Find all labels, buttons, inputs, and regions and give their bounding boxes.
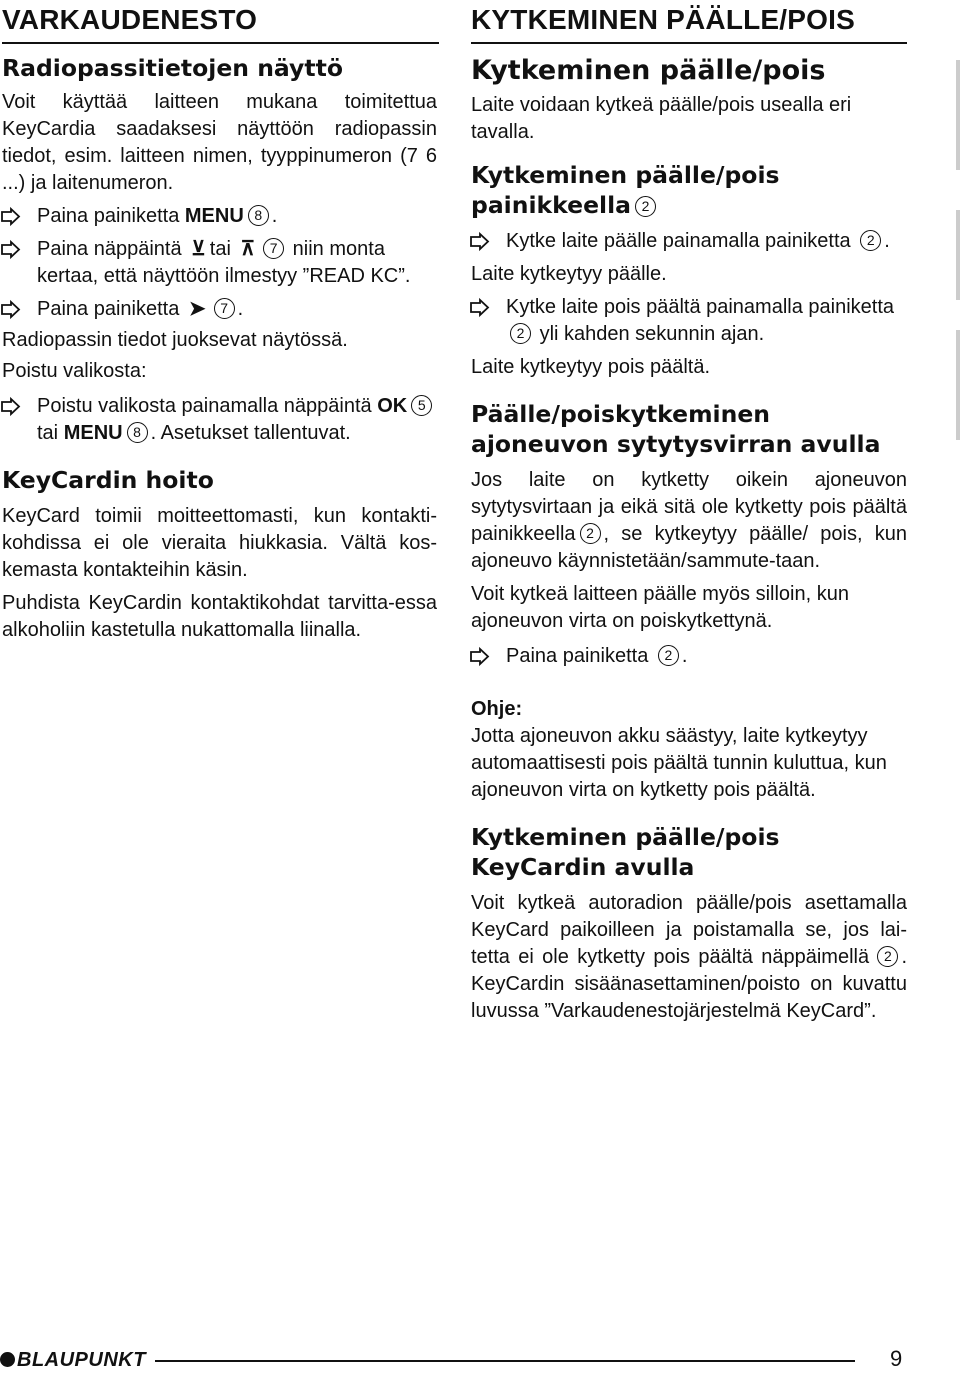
step-text: yli kahden sekunnin ajan. [539,323,765,345]
step-kytke-pois [471,294,907,348]
heading-painikkeella [471,160,907,220]
step-paina-nappainta [2,236,437,290]
heading-radiopassi: Radiopassitietojen näyttö [2,54,343,82]
key-number-badge: 7 [214,298,235,319]
step-text: niin monta kertaa, että näyttöön ilmestyy ”READ KC”. [37,238,411,287]
paragraph-text: , se kytkeytyy päälle/ pois, kun ajoneuvo käynnistetään/sammute-taan. [471,523,907,572]
page-edge-tab [956,210,960,300]
ok-key: OK [377,395,408,417]
paragraph-text: . KeyCardin sisäänasettaminen/poisto on kuvattu luvussa ”Varkaudenestojärjestelmä KeyCard”. [471,946,908,1022]
step-text: . Asetukset tallentuvat. [150,422,351,444]
key-number-badge: 2 [580,523,601,544]
step-text: tai [209,238,231,260]
heading-sytytysvirta: Päälle/poiskytkeminen ajoneuvon sytytysvirran avulla [471,400,881,458]
step-text: Paina painiketta [37,298,180,320]
hoito-paragraph-2: Puhdista KeyCardin kontaktikohdat tarvitta-essa alkoholiin kastetulla nukattomalla liinalla. [2,592,437,641]
sytytys-paragraph-1 [471,467,907,575]
page-edge-tab [956,330,960,440]
step-text: Paina näppäintä [37,238,182,260]
result-paalle: Laite kytkeytyy päälle. [471,263,667,285]
note-text: Jotta ajoneuvon akku säästyy, laite kytkeytyy automaattisesti pois päältä tunnin kuluttua, kun ajoneuvon virta on kytketty pois päältä. [471,725,887,801]
key-number-badge: 8 [127,422,148,443]
footer-rule [155,1360,855,1362]
exit-label: Poistu valikosta: [2,360,147,382]
key-number-badge: 2 [658,645,679,666]
key-number-badge: 2 [510,323,531,344]
key-number-badge: 2 [635,196,656,217]
heading-text: Kytkeminen päälle/pois painikkeella [471,161,780,219]
step-text: . [884,230,890,252]
step-text: Paina painiketta [506,645,649,667]
page-edge-tab [956,60,960,170]
brand-name: BLAUPUNKT [17,1349,146,1371]
keycard-paragraph [471,890,907,1025]
section-rule [471,42,907,44]
hoito-paragraph-1: KeyCard toimii moitteettomasti, kun kontakti-kohdissa ei ole vieraita hiukkasia. Vältä kos-kemasta kontakteihin käsin. [2,505,437,581]
step-text: Kytke laite pois päältä painamalla painiketta [506,296,895,318]
right-key-icon: ➤ [188,298,206,320]
key-number-badge: 2 [860,230,881,251]
heading-keycard-hoito: KeyCardin hoito [2,466,214,494]
step-text: tai [37,422,59,444]
step-poistu [2,393,437,447]
section-title-varkaudenesto: VARKAUDENESTO [2,4,258,35]
menu-key: MENU [184,205,244,227]
step-text: Kytke laite päälle painamalla painiketta [506,230,851,252]
sytytys-paragraph-2: Voit kytkeä laitteen päälle myös silloin, kun ajoneuvon virta on poiskytkettynä. [471,583,849,632]
step-text: Poistu valikosta painamalla näppäintä [37,395,372,417]
arrow-icon [469,643,491,670]
note-label: Ohje: [471,698,523,720]
arrow-icon [469,294,491,321]
menu-key: MENU [63,422,123,444]
step-text: . [681,645,688,667]
key-number-badge: 7 [263,238,284,259]
step-paina-painiketta [471,643,907,670]
page-number: 9 [890,1346,903,1371]
logo-dot-icon [0,1352,15,1367]
arrow-icon [0,203,22,230]
paragraph-text: Jos laite on kytketty oikein ajoneuvon sytytysvirtaan ja eikä sitä ole kytketty pois päältä painikkeella [471,469,907,545]
result-pois: Laite kytkeytyy pois päältä. [471,356,711,378]
step-paina-menu [2,203,437,230]
step-paina-right [2,296,437,323]
arrow-icon [0,296,22,323]
section-rule [2,42,439,44]
down-key-icon: ⊻ [191,238,206,260]
radiopassi-intro: Voit käyttää laitteen mukana toimitettua KeyCardia saadaksesi näyttöön radiopassin tiedot, esim. laitteen nimen, tyyppinumeron (7 6 ...) ja laitenumeron. [2,91,437,194]
heading-keycard-avulla: Kytkeminen päälle/pois KeyCardin avulla [471,823,780,881]
key-number-badge: 5 [411,395,432,416]
step-text: . [237,298,244,320]
step-text: Paina painiketta [37,205,180,227]
arrow-icon [0,393,22,420]
paragraph-text: Voit kytkeä autoradion päälle/pois asettamalla KeyCard paikoilleen ja poistamalla se, jos lai-tetta ei ole kytketty pois päältä näppäimellä [471,892,907,968]
up-key-icon: ⊼ [240,238,256,260]
section-title-kytkeminen: KYTKEMINEN PÄÄLLE/POIS [471,4,855,35]
key-number-badge: 2 [877,946,898,967]
step-text: . [271,205,278,227]
arrow-icon [469,228,491,255]
radiopassi-result: Radiopassin tiedot juoksevat näytössä. [2,329,348,351]
kytkeminen-intro: Laite voidaan kytkeä päälle/pois usealla eri tavalla. [471,94,852,143]
arrow-icon [0,236,22,263]
key-number-badge: 8 [248,205,269,226]
step-kytke-paalle [471,228,907,255]
brand-logo [0,1349,146,1372]
heading-kytkeminen: Kytkeminen päälle/pois [471,55,826,86]
